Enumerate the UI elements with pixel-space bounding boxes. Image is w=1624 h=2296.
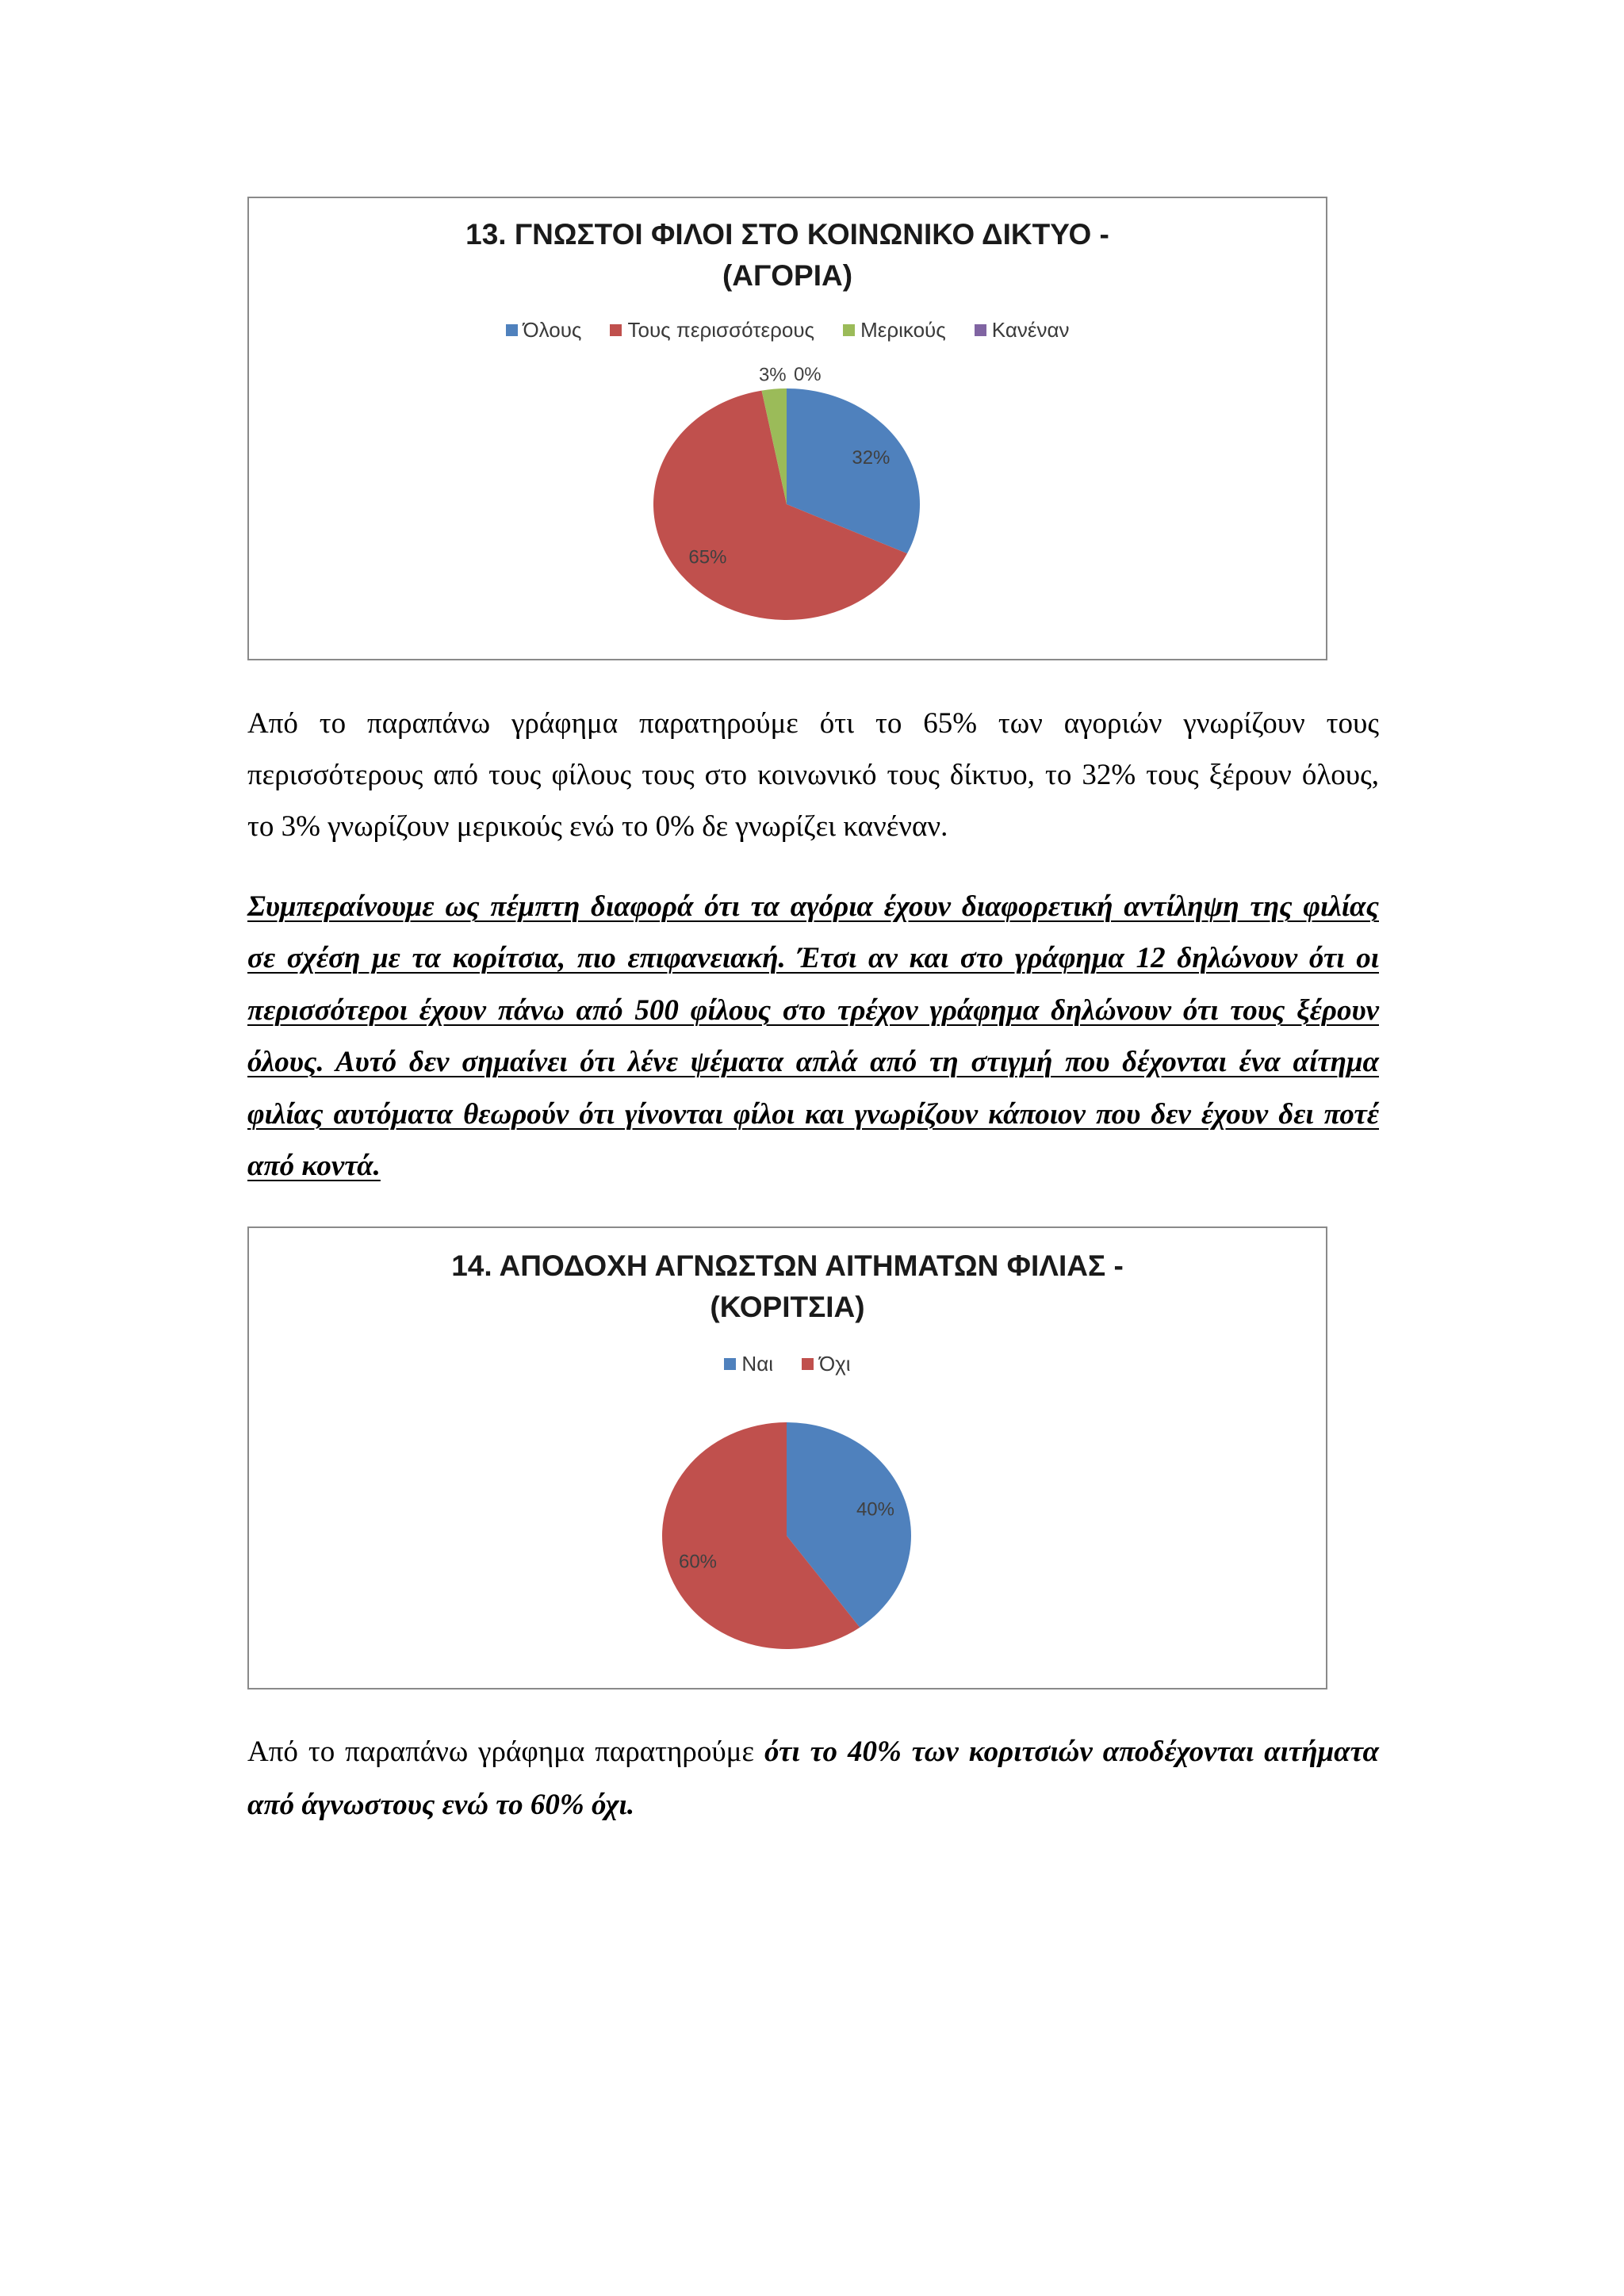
text-line: το 3% γνωρίζουν μερικούς ενώ το 0% δε γνωρίζει κανέναν.: [247, 810, 948, 843]
legend-swatch: [843, 324, 855, 336]
text-line: σε σχέση με τα κορίτσια, πιο επιφανειακή. Έτσι αν και στο γράφημα 12 δηλώνουν ότι οι: [247, 942, 1379, 975]
legend-swatch: [724, 1358, 736, 1370]
legend-item: [610, 318, 814, 342]
chart-title: [249, 1246, 1326, 1328]
pie-slices: [662, 1422, 911, 1649]
text-line: περισσότερους από τους φίλους τους στο κοινωνικό τους δίκτυο, το 32% τους ξέρουν όλους,: [247, 759, 1379, 791]
chart-title-line: 13. ΓΝΩΣΤΟΙ ΦΙΛΟΙ ΣΤΟ ΚΟΙΝΩΝΙΚΟ ΔΙΚΤΥΟ -: [465, 218, 1109, 251]
data-label: 3%: [758, 364, 787, 386]
text-line: Συμπεραίνουμε ως πέμπτη διαφορά ότι τα αγόρια έχουν διαφορετική αντίληψη της φιλίας: [247, 890, 1379, 923]
chart-legend: [249, 317, 1326, 342]
legend-item: [843, 318, 946, 342]
text-line: από κοντά.: [247, 1150, 381, 1183]
text-line: περισσότεροι έχουν πάνω από 500 φίλους στο τρέχον γράφημα δηλώνουν ότι τους ξέρουν: [247, 993, 1379, 1027]
pie-slices: [653, 388, 920, 620]
data-label: 0%: [793, 363, 822, 385]
text-regular: Από το παραπάνω γράφημα παρατηρούμε: [247, 1735, 764, 1768]
text-line: [247, 1726, 1379, 1779]
legend-swatch: [506, 324, 518, 336]
text-line: Από το παραπάνω γράφημα παρατηρούμε ότι το 65% των αγοριών γνωρίζουν τους: [247, 707, 1379, 740]
legend-item: [802, 1352, 851, 1376]
pie-chart-stranger-requests-girls: [247, 1226, 1327, 1689]
legend-label: Κανέναν: [991, 317, 1070, 342]
chart-title-line: 14. ΑΠΟΔΟΧΗ ΑΓΝΩΣΤΩΝ ΑΙΤΗΜΑΤΩΝ ΦΙΛΙΑΣ -: [451, 1249, 1124, 1282]
legend-label: Ναι: [741, 1351, 774, 1376]
legend-swatch: [975, 324, 986, 336]
paragraph-boys-analysis: [247, 698, 1379, 852]
chart-title: [249, 214, 1326, 297]
data-label: 40%: [856, 1498, 895, 1521]
data-label: 65%: [688, 546, 727, 568]
legend-label: Όλους: [523, 317, 582, 342]
chart-legend: [249, 1351, 1326, 1376]
text-line: [247, 1779, 1379, 1832]
legend-item: [975, 318, 1070, 342]
legend-label: Τους περισσότερους: [627, 317, 815, 342]
pie-chart-known-friends-boys: [247, 197, 1327, 660]
data-label: 32%: [852, 446, 891, 469]
text-line: όλους. Αυτό δεν σημαίνει ότι λένε ψέματα απλά από τη στιγμή που δέχονται ένα αίτημα: [247, 1046, 1379, 1079]
legend-swatch: [610, 324, 622, 336]
legend-item: [506, 318, 582, 342]
legend-label: Όχι: [819, 1351, 851, 1376]
legend-swatch: [802, 1358, 814, 1370]
chart-title-line: (ΚΟΡΙΤΣΙΑ): [710, 1291, 865, 1323]
paragraph-conclusion: [247, 881, 1379, 1192]
legend-item: [724, 1352, 773, 1376]
data-label: 60%: [678, 1551, 718, 1573]
text-line: φιλίας αυτόματα θεωρούν ότι γίνονται φίλοι και γνωρίζουν κάποιον που δεν έχουν δει ποτέ: [247, 1097, 1379, 1131]
text-emphasis: ότι το 40% των κοριτσιών αποδέχονται αιτήματα: [764, 1735, 1380, 1768]
paragraph-girls-analysis: [247, 1726, 1379, 1831]
chart-title-line: (ΑΓΟΡΙΑ): [722, 259, 853, 292]
legend-label: Μερικούς: [860, 317, 946, 342]
text-emphasis: από άγνωστους ενώ το 60% όχι.: [247, 1788, 635, 1821]
